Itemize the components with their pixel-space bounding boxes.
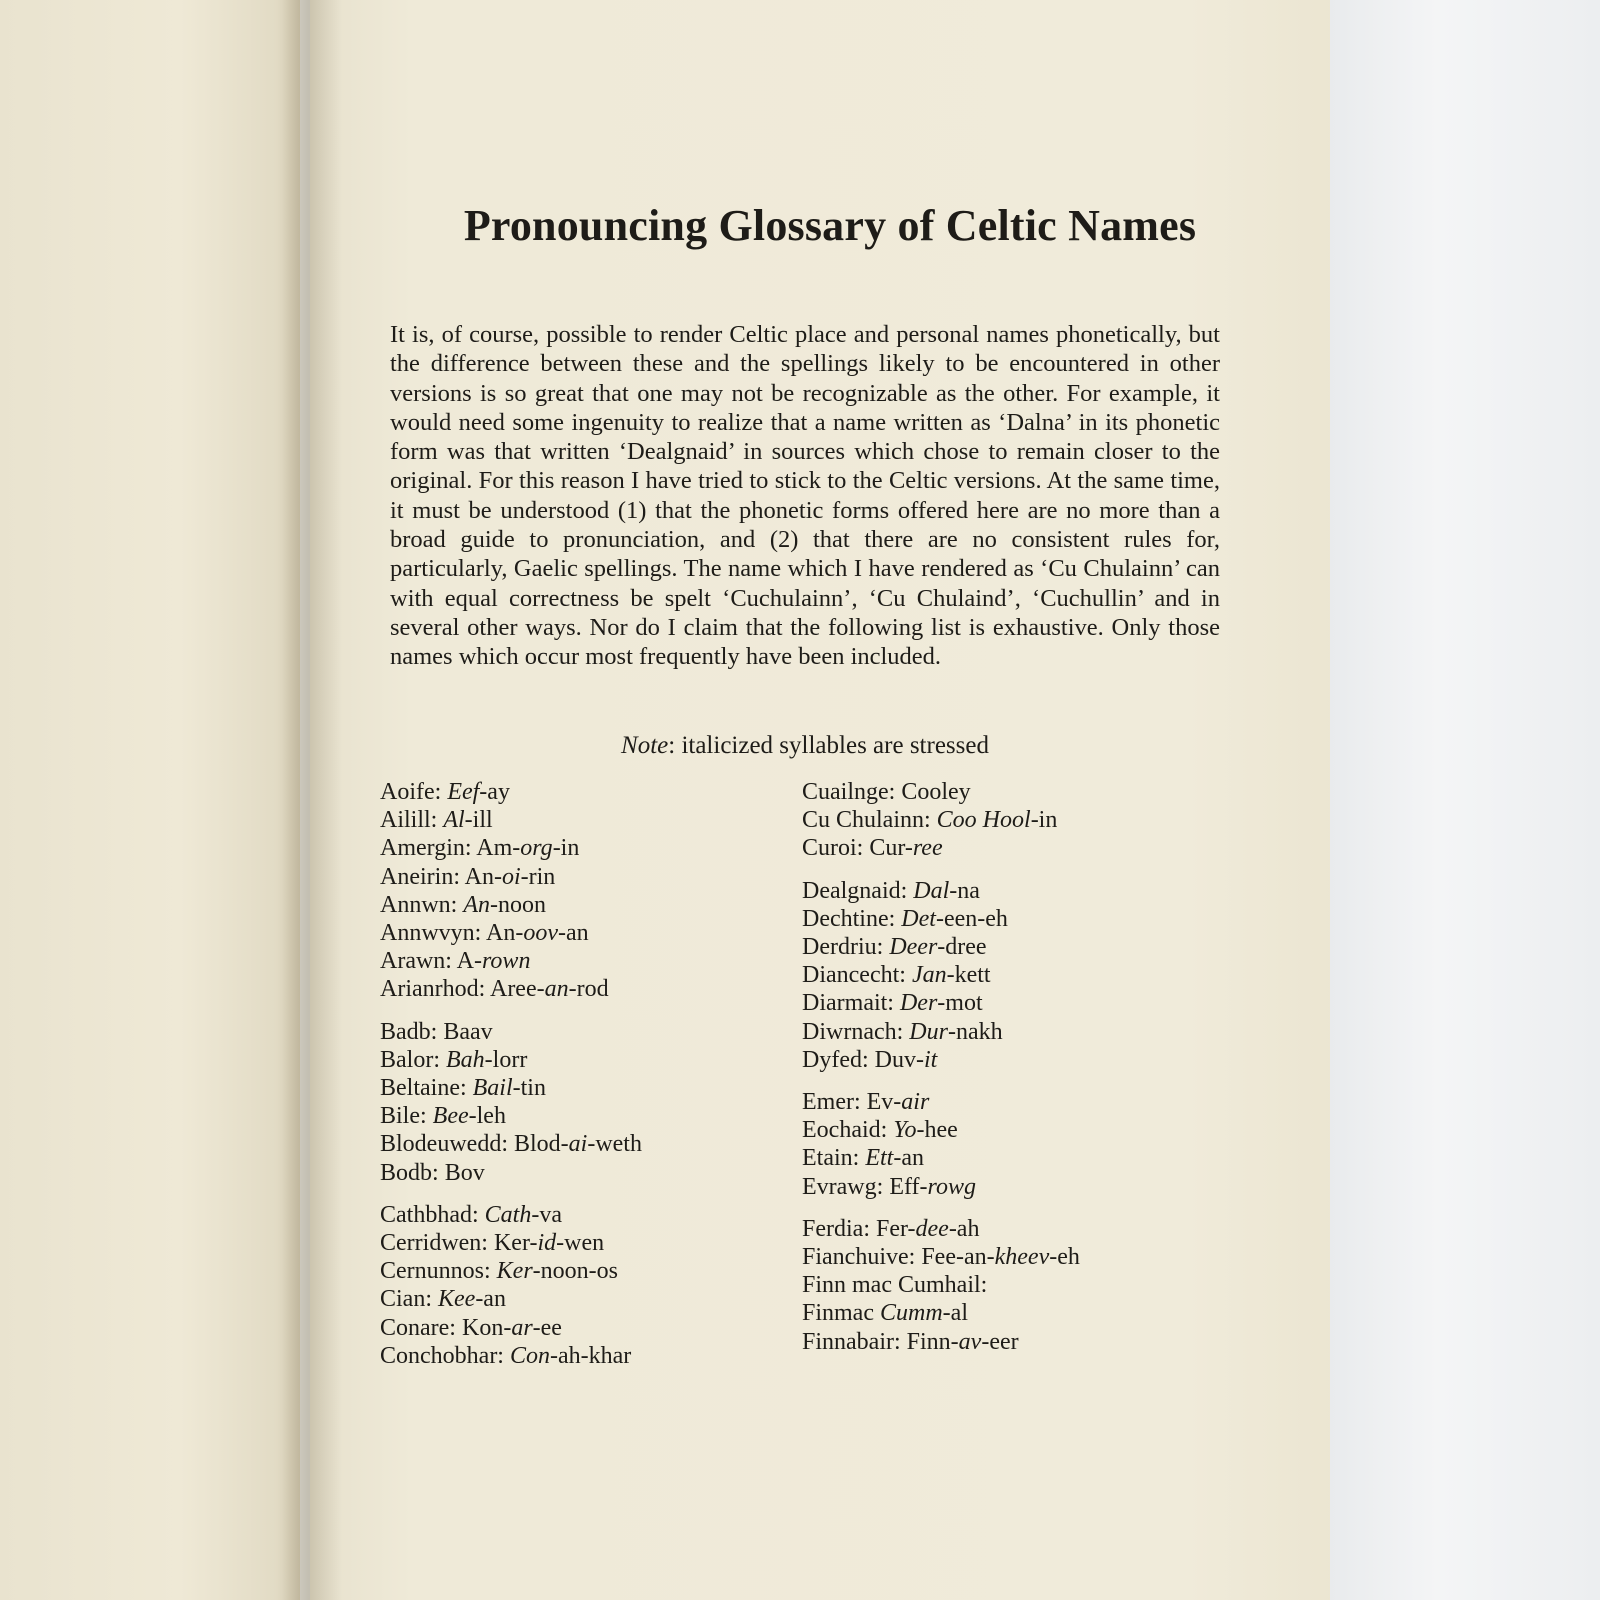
entry-name: Diwrnach: [802,1018,910,1045]
glossary-column-left [380,778,800,1384]
entry-name: Etain: [802,1145,866,1172]
entry-name: Dyfed: [802,1046,875,1073]
stressed-syllable: id [537,1230,557,1257]
glossary-entry [380,834,800,862]
entry-name: Blodeuwedd: [380,1131,514,1158]
stressed-syllable: Al [443,807,465,834]
glossary-entry [380,947,800,975]
glossary-entry [380,1285,800,1313]
glossary-entry [802,806,1222,834]
stressed-syllable: dee [915,1215,949,1242]
book-gutter [282,0,342,1600]
entry-name: Diarmait: [802,990,900,1017]
glossary-entry [802,834,1222,862]
glossary-entry [380,1229,800,1257]
stressed-syllable: An [463,891,491,918]
glossary-entry [380,919,800,947]
stressed-syllable: oi [501,863,521,890]
syllable: -al [942,1300,968,1327]
syllable: -een-eh [935,905,1008,932]
entry-name: Diancecht: [802,962,912,989]
syllable: Duv- [874,1046,924,1073]
syllable: -hee [916,1117,958,1144]
syllable: Finmac [802,1300,880,1327]
syllable: Ev- [866,1089,902,1116]
glossary-entry [380,975,800,1003]
entry-name: Aneirin: [380,863,465,890]
glossary-entry [802,1116,1222,1144]
glossary-group [802,1088,1222,1201]
entry-name: Ailill: [380,807,444,834]
glossary-entry [802,961,1222,989]
glossary-group [380,1201,800,1370]
stressed-syllable: Con [509,1342,550,1369]
glossary-entry [802,1271,1222,1299]
glossary-entry [802,1088,1222,1116]
glossary-column-right [802,778,1222,1370]
entry-name: Cian: [380,1286,438,1313]
stressed-syllable: air [901,1089,930,1116]
syllable: -noon-os [532,1258,618,1285]
syllable: -ill [464,807,493,834]
entry-name: Bodb: [380,1159,445,1186]
note-text: : italicized syllables are stressed [668,732,989,759]
syllable: Blod- [513,1131,569,1158]
entry-name: Derdriu: [802,934,890,961]
glossary-entry [802,877,1222,905]
glossary-entry [380,1130,800,1158]
entry-name: Conchobhar: [380,1342,510,1369]
stressed-syllable: ar [511,1314,533,1341]
stressed-syllable: it [923,1046,938,1073]
glossary-entry [802,1243,1222,1271]
facing-page [0,0,300,1600]
entry-name: Cernunnos: [380,1258,497,1285]
glossary-group [802,1215,1222,1356]
page-content [380,0,1220,1600]
syllable: -kett [946,962,991,989]
syllable: -eh [1049,1244,1080,1271]
note-label: Note [621,732,669,759]
glossary-entry [380,1018,800,1046]
entry-name: Evrawg: [802,1173,890,1200]
glossary-entry [380,1257,800,1285]
glossary-group [802,877,1222,1074]
entry-name: Badb: [380,1018,444,1045]
syllable: Kon- [461,1314,512,1341]
syllable: Am- [476,835,521,862]
entry-name: Beltaine: [380,1075,473,1102]
glossary-entry [802,1018,1222,1046]
table-surface [1330,0,1600,1600]
entry-name: Arawn: [380,948,457,975]
syllable: An- [486,920,524,947]
syllable: -ay [479,779,510,805]
syllable: -leh [468,1103,506,1130]
glossary-entry [802,1299,1222,1327]
syllable: -rin [520,863,556,890]
stressed-syllable: ree [912,835,943,862]
syllable: -ah-khar [550,1342,632,1369]
stressed-syllable: Cumm [880,1300,943,1327]
stressed-syllable: ai [568,1131,588,1158]
stressed-syllable: rowg [927,1173,976,1200]
glossary-entry [802,933,1222,961]
glossary-group [802,778,1222,863]
stressed-syllable: Bail [472,1075,513,1102]
entry-name: Finn mac Cumhail: [802,1272,988,1299]
syllable: -na [949,877,980,904]
glossary-entry [802,1328,1222,1356]
glossary-entry [802,1046,1222,1074]
stressed-syllable: rown [481,948,531,975]
stressed-syllable: Cath [484,1201,532,1228]
glossary-entry [380,1046,800,1074]
entry-name: Balor: [380,1046,446,1073]
syllable: Baav [443,1018,493,1045]
stress-note [390,732,1220,760]
syllable: -an [893,1145,924,1172]
stressed-syllable: Jan [911,962,947,989]
glossary-entry [380,778,800,806]
stressed-syllable: Coo Hool [936,807,1031,834]
syllable: -in [552,835,580,862]
glossary-entry [802,1144,1222,1172]
syllable: -va [531,1201,562,1228]
syllable: -in [1030,807,1058,834]
syllable: -eer [981,1328,1019,1355]
entry-name: Arianrhod: [380,976,490,1003]
syllable: -dree [937,934,987,961]
glossary-entry [802,989,1222,1017]
stressed-syllable: org [520,835,553,862]
entry-name: Dealgnaid: [802,877,914,904]
glossary-entry [802,1215,1222,1243]
entry-name: Aoife: [380,779,448,805]
stressed-syllable: Bah [446,1046,485,1073]
intro-paragraph: It is, of course, possible to render Celtic place and personal names phonetically, but the difference between these and the spellings likely to be encountered in other versions is so great that one may not be recognizable as the other. For example, it would need some ingenuity to realize that a name written as ‘Dalna’ in its phonetic form was that written ‘Dealgnaid’ in sources which chose to remain closer to the original. For this reason I have tried to stick to the Celtic versions. At the same time, it must be understood (1) that the phonetic forms offered here are no more than a broad guide to pronunciation, and (2) that there are no consistent rules for, particularly, Gaelic spellings. The name which I have rendered as ‘Cu Chulainn’ can with equal correctness be spelt ‘Cuchulainn’, ‘Cu Chulaind’, ‘Cuchullin’ and in several other ways. Nor do I claim that the following list is exhaustive. Only those names which occur most frequently have been included. [390,321,1220,671]
entry-name: Cerridwen: [380,1230,494,1257]
glossary-entry [802,1173,1222,1201]
glossary-entry [380,1342,800,1370]
glossary-entry [380,863,800,891]
stressed-syllable: an [544,976,569,1003]
entry-name: Curoi: [802,835,870,862]
syllable: -tin [512,1075,546,1102]
syllable: Eff- [889,1173,928,1200]
syllable: Bov [444,1159,485,1186]
entry-name: Cu Chulainn: [802,807,937,834]
glossary-entry [380,806,800,834]
glossary-entry [380,1201,800,1229]
page-title: Pronouncing Glossary of Celtic Names [463,201,1197,250]
entry-name: Fianchuive: [802,1244,922,1271]
syllable: -an [558,920,589,947]
syllable: -wen [556,1230,605,1257]
stressed-syllable: av [958,1328,982,1355]
book-page [310,0,1340,1600]
entry-name: Eochaid: [802,1117,894,1144]
entry-name: Bile: [380,1103,433,1130]
entry-name: Annwvyn: [380,920,487,947]
syllable: -ah [948,1215,980,1242]
entry-name: Ferdia: [802,1215,876,1242]
stressed-syllable: Dur [909,1018,948,1045]
syllable: A- [456,948,482,975]
entry-name: Amergin: [380,835,477,862]
syllable: -ee [532,1314,562,1341]
entry-name: Cathbhad: [380,1201,485,1228]
syllable: Aree- [489,976,545,1003]
stressed-syllable: Ker [496,1258,533,1285]
entry-name: Conare: [380,1314,462,1341]
stressed-syllable: Kee [438,1286,476,1313]
stressed-syllable: oov [523,920,558,947]
glossary-entry [380,1159,800,1187]
entry-name: Annwn: [380,891,464,918]
stressed-syllable: Dal [913,877,950,904]
stressed-syllable: Bee [432,1103,469,1130]
glossary-entry [802,778,1222,806]
glossary-group [380,778,800,1004]
stressed-syllable: Yo [893,1117,917,1144]
entry-name: Cuailnge: [802,779,902,805]
stressed-syllable: Eef [447,779,480,805]
syllable: An- [464,863,502,890]
stressed-syllable: Der [899,990,938,1017]
syllable: -noon [490,891,547,918]
syllable: -lorr [484,1046,528,1073]
entry-name: Emer: [802,1089,867,1116]
glossary-entry [380,1102,800,1130]
stressed-syllable: kheev [994,1244,1050,1271]
stressed-syllable: Deer [889,934,938,961]
syllable: Finn- [906,1328,959,1355]
stressed-syllable: Det [901,905,936,932]
syllable: Ker- [493,1230,538,1257]
glossary-entry [380,1074,800,1102]
glossary-group [380,1018,800,1187]
entry-name: Finnabair: [802,1328,907,1355]
syllable: Fer- [875,1215,916,1242]
glossary-entry [380,1314,800,1342]
syllable: -rod [568,976,609,1003]
syllable: -an [475,1286,506,1313]
syllable: -weth [587,1131,642,1158]
syllable: Cur- [869,835,913,862]
entry-name: Dechtine: [802,905,902,932]
stressed-syllable: Ett [865,1145,894,1172]
glossary-entry [380,891,800,919]
syllable: Cooley [901,779,971,805]
syllable: -nakh [947,1018,1003,1045]
glossary-entry [802,905,1222,933]
syllable: Fee-an- [921,1244,995,1271]
syllable: -mot [937,990,983,1017]
